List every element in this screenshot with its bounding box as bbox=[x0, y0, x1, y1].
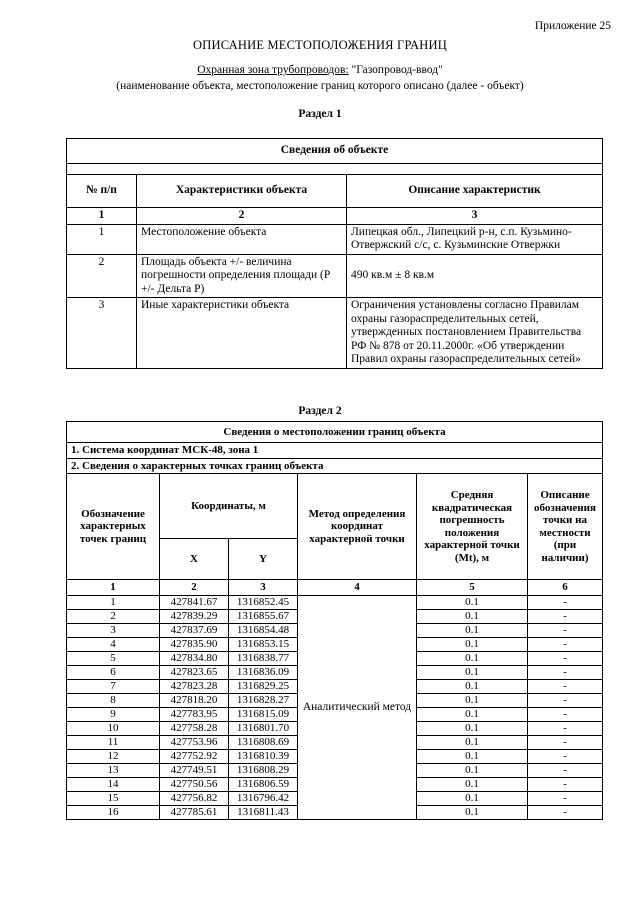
point-number: 10 bbox=[67, 721, 160, 735]
coord-x: 427834.80 bbox=[160, 651, 229, 665]
coord-x: 427750.56 bbox=[160, 777, 229, 791]
object-info-table bbox=[66, 138, 603, 369]
points-title: 2. Сведения о характерных точках границ объекта bbox=[67, 458, 603, 474]
coord-y: 1316808.29 bbox=[229, 763, 298, 777]
col-header-error: Средняя квадратическая погрешность положения характерной точки (Mt), м bbox=[417, 474, 528, 580]
point-error: 0.1 bbox=[417, 637, 528, 651]
point-number: 1 bbox=[67, 595, 160, 609]
point-number: 14 bbox=[67, 777, 160, 791]
coord-x: 427752.92 bbox=[160, 749, 229, 763]
coord-y: 1316808.69 bbox=[229, 735, 298, 749]
coord-x: 427839.29 bbox=[160, 609, 229, 623]
point-location: - bbox=[528, 721, 603, 735]
point-number: 6 bbox=[67, 665, 160, 679]
point-number: 13 bbox=[67, 763, 160, 777]
point-error: 0.1 bbox=[417, 735, 528, 749]
col-header-desc: Описание характеристик bbox=[347, 175, 603, 208]
object-name: "Газопровод-ввод" bbox=[348, 64, 443, 76]
row-name: Иные характеристики объекта bbox=[137, 298, 347, 369]
coord-y: 1316810.39 bbox=[229, 749, 298, 763]
col-header-method: Метод определения координат характерной точки bbox=[298, 474, 417, 580]
coord-y: 1316853.15 bbox=[229, 637, 298, 651]
coord-x: 427841.67 bbox=[160, 595, 229, 609]
point-error: 0.1 bbox=[417, 609, 528, 623]
coord-x: 427783.95 bbox=[160, 707, 229, 721]
point-location: - bbox=[528, 651, 603, 665]
point-number: 15 bbox=[67, 791, 160, 805]
point-error: 0.1 bbox=[417, 721, 528, 735]
table-row bbox=[67, 224, 603, 254]
point-error: 0.1 bbox=[417, 679, 528, 693]
col-index: 3 bbox=[229, 580, 298, 596]
coord-y: 1316829.25 bbox=[229, 679, 298, 693]
row-num: 1 bbox=[67, 224, 137, 254]
point-number: 2 bbox=[67, 609, 160, 623]
point-location: - bbox=[528, 609, 603, 623]
col-index: 6 bbox=[528, 580, 603, 596]
coord-x: 427785.61 bbox=[160, 805, 229, 819]
point-number: 16 bbox=[67, 805, 160, 819]
point-error: 0.1 bbox=[417, 791, 528, 805]
coord-y: 1316811.43 bbox=[229, 805, 298, 819]
point-location: - bbox=[528, 623, 603, 637]
coord-y: 1316854.48 bbox=[229, 623, 298, 637]
col-header-coords: Координаты, м bbox=[160, 474, 298, 539]
coordinate-system: 1. Система координат МСК-48, зона 1 bbox=[67, 443, 603, 459]
table-row bbox=[67, 254, 603, 298]
point-number: 12 bbox=[67, 749, 160, 763]
coord-y: 1316806.59 bbox=[229, 777, 298, 791]
point-error: 0.1 bbox=[417, 749, 528, 763]
point-location: - bbox=[528, 763, 603, 777]
col-index: 5 bbox=[417, 580, 528, 596]
point-error: 0.1 bbox=[417, 805, 528, 819]
coord-x: 427823.65 bbox=[160, 665, 229, 679]
point-location: - bbox=[528, 665, 603, 679]
coord-x: 427749.51 bbox=[160, 763, 229, 777]
point-location: - bbox=[528, 805, 603, 819]
point-number: 8 bbox=[67, 693, 160, 707]
col-index: 2 bbox=[137, 208, 347, 225]
table-row bbox=[67, 298, 603, 369]
point-number: 9 bbox=[67, 707, 160, 721]
table-title: Сведения об объекте bbox=[67, 139, 603, 164]
coord-x: 427818.20 bbox=[160, 693, 229, 707]
method-cell: Аналитический метод bbox=[298, 595, 417, 819]
object-prefix: Охранная зона трубопроводов: bbox=[197, 64, 349, 76]
point-error: 0.1 bbox=[417, 707, 528, 721]
coord-x: 427758.28 bbox=[160, 721, 229, 735]
coord-x: 427835.90 bbox=[160, 637, 229, 651]
coord-y: 1316815.09 bbox=[229, 707, 298, 721]
point-location: - bbox=[528, 749, 603, 763]
point-error: 0.1 bbox=[417, 623, 528, 637]
point-location: - bbox=[528, 707, 603, 721]
point-error: 0.1 bbox=[417, 595, 528, 609]
boundary-points-table bbox=[66, 421, 603, 820]
coord-y: 1316801.70 bbox=[229, 721, 298, 735]
document-title: ОПИСАНИЕ МЕСТОПОЛОЖЕНИЯ ГРАНИЦ bbox=[193, 38, 447, 52]
coord-y: 1316855.67 bbox=[229, 609, 298, 623]
point-error: 0.1 bbox=[417, 777, 528, 791]
point-error: 0.1 bbox=[417, 651, 528, 665]
col-header-x: X bbox=[160, 539, 229, 580]
col-index: 1 bbox=[67, 208, 137, 225]
col-index: 3 bbox=[347, 208, 603, 225]
object-line bbox=[0, 64, 640, 76]
point-location: - bbox=[528, 637, 603, 651]
section1-title: Раздел 1 bbox=[298, 108, 342, 120]
point-error: 0.1 bbox=[417, 693, 528, 707]
object-note: (наименование объекта, местоположение границ которого описано (далее - объект) bbox=[116, 80, 524, 92]
section2-title: Раздел 2 bbox=[298, 405, 342, 417]
point-number: 11 bbox=[67, 735, 160, 749]
row-value: 490 кв.м ± 8 кв.м bbox=[347, 254, 603, 298]
coord-y: 1316796.42 bbox=[229, 791, 298, 805]
row-num: 3 bbox=[67, 298, 137, 369]
coord-y: 1316828.27 bbox=[229, 693, 298, 707]
row-name: Местоположение объекта bbox=[137, 224, 347, 254]
col-index: 1 bbox=[67, 580, 160, 596]
point-location: - bbox=[528, 735, 603, 749]
col-header-point: Обозначение характерных точек границ bbox=[67, 474, 160, 580]
col-header-num: № п/п bbox=[67, 175, 137, 208]
spacer-row bbox=[67, 164, 603, 175]
col-header-location: Описание обозначения точки на местности (при наличии) bbox=[528, 474, 603, 580]
point-location: - bbox=[528, 777, 603, 791]
coord-y: 1316836.09 bbox=[229, 665, 298, 679]
point-error: 0.1 bbox=[417, 665, 528, 679]
row-num: 2 bbox=[67, 254, 137, 298]
point-location: - bbox=[528, 679, 603, 693]
point-location: - bbox=[528, 693, 603, 707]
col-header-char: Характеристики объекта bbox=[137, 175, 347, 208]
row-value: Ограничения установлены согласно Правилам охраны газораспределительных сетей, утвержденных постановлением Правительства РФ № 878 от 20.11.2000г. «Об утверждении Правил охраны газораспределительных сетей» bbox=[347, 298, 603, 369]
point-number: 7 bbox=[67, 679, 160, 693]
table-title: Сведения о местоположении границ объекта bbox=[67, 422, 603, 443]
row-name: Площадь объекта +/- величина погрешности определения площади (Р +/- Дельта Р) bbox=[137, 254, 347, 298]
point-number: 5 bbox=[67, 651, 160, 665]
table-row bbox=[67, 595, 603, 609]
col-index: 4 bbox=[298, 580, 417, 596]
coord-y: 1316838.77 bbox=[229, 651, 298, 665]
coord-y: 1316852.45 bbox=[229, 595, 298, 609]
point-number: 4 bbox=[67, 637, 160, 651]
coord-x: 427823.28 bbox=[160, 679, 229, 693]
coord-x: 427756.82 bbox=[160, 791, 229, 805]
row-value: Липецкая обл., Липецкий р-н, с.п. Кузьмино-Отвержский с/с, с. Кузьминские Отвержки bbox=[347, 224, 603, 254]
point-error: 0.1 bbox=[417, 763, 528, 777]
point-number: 3 bbox=[67, 623, 160, 637]
col-header-y: Y bbox=[229, 539, 298, 580]
coord-x: 427837.69 bbox=[160, 623, 229, 637]
point-location: - bbox=[528, 791, 603, 805]
point-location: - bbox=[528, 595, 603, 609]
appendix-label: Приложение 25 bbox=[534, 20, 611, 32]
coord-x: 427753.96 bbox=[160, 735, 229, 749]
col-index: 2 bbox=[160, 580, 229, 596]
